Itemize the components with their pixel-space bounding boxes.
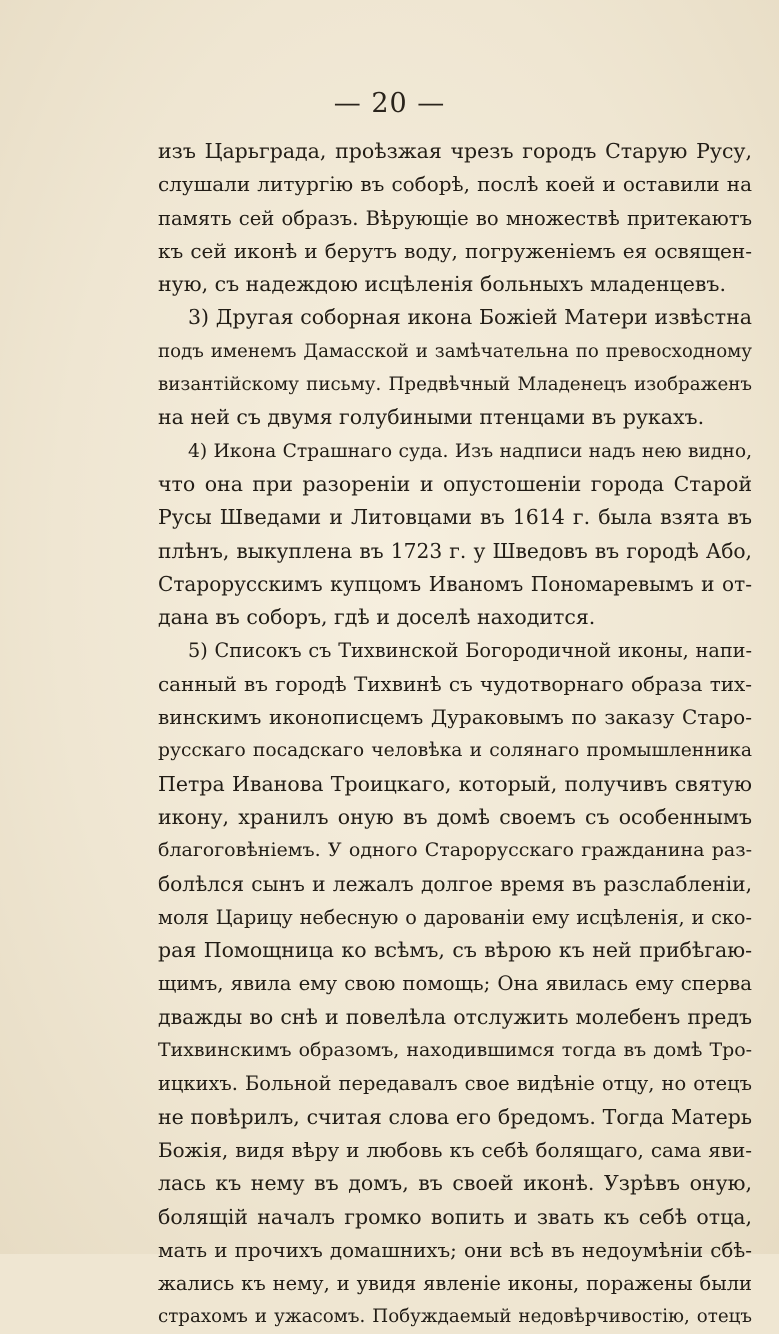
text-line: не повѣрилъ, считая слова его бредомъ. Тогда Матерь xyxy=(158,1104,752,1129)
text-line: къ сей иконѣ и берутъ воду, погруженіемъ ея освящен- xyxy=(158,238,752,263)
text-line: ную, съ надеждою исцѣленія больныхъ младенцевъ. xyxy=(158,272,726,297)
text-line: моля Царицу небесную о дарованіи ему исцѣленія, и ско- xyxy=(158,905,752,929)
text-line: ицкихъ. Больной передавалъ свое видѣніе отцу, но отецъ xyxy=(158,1072,752,1096)
text-line: 3) Другая соборная икона Божіей Матери извѣстна xyxy=(188,305,752,330)
text-line: Божія, видя вѣру и любовь къ себѣ болящаго, сама яви- xyxy=(158,1138,752,1162)
text-line: Тихвинскимъ образомъ, находившимся тогда въ домѣ Тро- xyxy=(158,1039,752,1062)
text-line: дважды во снѣ и повелѣла отслужить молебенъ предъ xyxy=(158,1004,752,1029)
text-line: лась къ нему въ домъ, въ своей иконѣ. Узрѣвъ оную, xyxy=(158,1171,752,1196)
body-text xyxy=(158,135,752,1334)
text-line: икону, хранилъ оную въ домѣ своемъ съ особеннымъ xyxy=(158,804,752,829)
text-line: память сей образъ. Вѣрующіе во множествѣ притекаютъ xyxy=(158,206,752,230)
text-line: изъ Царьграда, проѣзжая чрезъ городъ Старую Русу, xyxy=(158,139,752,163)
text-line: подъ именемъ Дамасской и замѣчательна по превосходному xyxy=(158,340,752,362)
text-line: жались къ нему, и увидя явленіе иконы, поражены были xyxy=(158,1272,752,1296)
text-line: страхомъ и ужасомъ. Побуждаемый недовѣрчивостію, отецъ xyxy=(158,1306,752,1328)
text-line: что она при разореніи и опустошеніи города Старой xyxy=(158,471,752,496)
text-line: дана въ соборъ, гдѣ и доселѣ находится. xyxy=(158,605,596,630)
text-line: Петра Иванова Троицкаго, который, получивъ святую xyxy=(158,771,752,796)
text-line: благоговѣніемъ. У одного Старорусскаго гражданина раз- xyxy=(158,839,752,862)
text-line: Русы Шведами и Литовцами въ 1614 г. была взята въ xyxy=(158,505,752,530)
text-line: рая Помощница ко всѣмъ, съ вѣрою къ ней прибѣгаю- xyxy=(158,938,752,963)
text-line: на ней съ двумя голубиными птенцами въ рукахъ. xyxy=(158,405,705,430)
text-line: болѣлся сынъ и лежалъ долгое время въ разслабленіи, xyxy=(158,871,752,896)
text-line: мать и прочихъ домашнихъ; они всѣ въ недоумѣніи сбѣ- xyxy=(158,1238,752,1262)
text-line: русскаго посадскаго человѣка и солянаго промышленника xyxy=(158,740,752,762)
text-line: слушали литургію въ соборѣ, послѣ коей и оставили на xyxy=(158,172,752,197)
text-line: плѣнъ, выкуплена въ 1723 г. у Шведовъ въ городѣ Або, xyxy=(158,538,752,563)
text-line: 5) Списокъ съ Тихвинской Богородичной иконы, напи- xyxy=(188,639,752,663)
text-line: болящій началъ громко вопить и звать къ себѣ отца, xyxy=(158,1204,752,1229)
text-line: византійскому письму. Предвѣчный Младенецъ изображенъ xyxy=(158,374,752,396)
text-line: санный въ городѣ Тихвинѣ съ чудотворнаго образа тих- xyxy=(158,671,752,696)
text-line: винскимъ иконописцемъ Дураковымъ по заказу Старо- xyxy=(158,705,752,730)
page-number: — 20 — xyxy=(333,88,446,119)
text-line: щимъ, явила ему свою помощь; Она явилась ему сперва xyxy=(158,972,752,996)
text-line: 4) Икона Страшнаго суда. Изъ надписи надъ нею видно, xyxy=(188,440,752,462)
text-line: Старорусскимъ купцомъ Иваномъ Пономаревымъ и от- xyxy=(158,571,752,596)
